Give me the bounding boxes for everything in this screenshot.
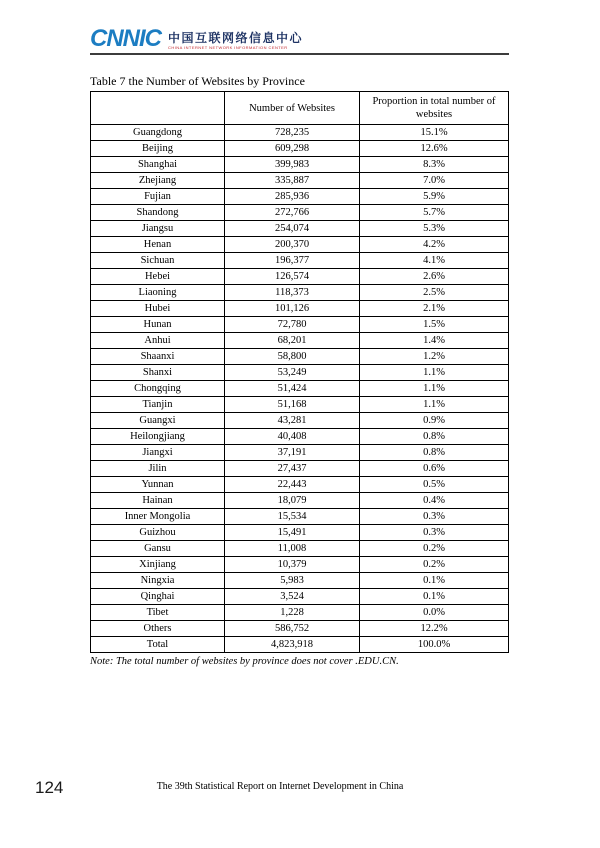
- websites-count-cell: 37,191: [225, 445, 360, 461]
- table-row: [91, 589, 509, 605]
- table-row: [91, 445, 509, 461]
- province-cell: Hubei: [91, 301, 225, 317]
- table-row: [91, 125, 509, 141]
- province-cell: Shaanxi: [91, 349, 225, 365]
- province-cell: Jiangxi: [91, 445, 225, 461]
- province-cell: Jiangsu: [91, 221, 225, 237]
- province-cell: Xinjiang: [91, 557, 225, 573]
- proportion-cell: 2.1%: [360, 301, 509, 317]
- websites-count-cell: 4,823,918: [225, 637, 360, 653]
- proportion-cell: 15.1%: [360, 125, 509, 141]
- table-row: [91, 221, 509, 237]
- proportion-cell: 2.5%: [360, 285, 509, 301]
- cnnic-logo-names: [168, 29, 303, 50]
- proportion-cell: 7.0%: [360, 173, 509, 189]
- cnnic-chinese-name: 中国互联网络信息中心: [168, 31, 304, 45]
- province-cell: Gansu: [91, 541, 225, 557]
- province-cell: Guangdong: [91, 125, 225, 141]
- table-note: Note: The total number of websites by province does not cover .EDU.CN.: [90, 656, 399, 667]
- proportion-column-header: Proportion in total number of websites: [360, 92, 509, 125]
- table-row: [91, 333, 509, 349]
- websites-count-cell: 1,228: [225, 605, 360, 621]
- province-cell: Heilongjiang: [91, 429, 225, 445]
- proportion-cell: 1.1%: [360, 397, 509, 413]
- table-row: [91, 365, 509, 381]
- table-body: [91, 125, 509, 653]
- province-cell: Zhejiang: [91, 173, 225, 189]
- proportion-cell: 0.8%: [360, 445, 509, 461]
- province-cell: Hainan: [91, 493, 225, 509]
- province-cell: Yunnan: [91, 477, 225, 493]
- proportion-cell: 0.0%: [360, 605, 509, 621]
- province-cell: Shanghai: [91, 157, 225, 173]
- province-cell: Shandong: [91, 205, 225, 221]
- websites-count-cell: 43,281: [225, 413, 360, 429]
- websites-count-cell: 335,887: [225, 173, 360, 189]
- proportion-cell: 1.2%: [360, 349, 509, 365]
- table-row: [91, 253, 509, 269]
- proportion-cell: 0.9%: [360, 413, 509, 429]
- websites-count-cell: 196,377: [225, 253, 360, 269]
- province-cell: Inner Mongolia: [91, 509, 225, 525]
- proportion-cell: 12.6%: [360, 141, 509, 157]
- table-row: [91, 157, 509, 173]
- province-cell: Guizhou: [91, 525, 225, 541]
- websites-count-cell: 200,370: [225, 237, 360, 253]
- province-cell: Jilin: [91, 461, 225, 477]
- province-cell: Chongqing: [91, 381, 225, 397]
- proportion-cell: 1.5%: [360, 317, 509, 333]
- table-row: [91, 525, 509, 541]
- websites-count-cell: 609,298: [225, 141, 360, 157]
- cnnic-logo-wordmark: CNNIC: [90, 25, 161, 52]
- websites-count-cell: 51,168: [225, 397, 360, 413]
- footer-report-title: The 39th Statistical Report on Internet Development in China: [156, 781, 404, 792]
- table-row: [91, 461, 509, 477]
- websites-count-cell: 5,983: [225, 573, 360, 589]
- province-cell: Guangxi: [91, 413, 225, 429]
- province-cell: Sichuan: [91, 253, 225, 269]
- proportion-cell: 1.1%: [360, 365, 509, 381]
- websites-count-cell: 586,752: [225, 621, 360, 637]
- province-cell: Qinghai: [91, 589, 225, 605]
- websites-count-cell: 285,936: [225, 189, 360, 205]
- websites-count-cell: 126,574: [225, 269, 360, 285]
- table-row: [91, 605, 509, 621]
- province-cell: Fujian: [91, 189, 225, 205]
- province-cell: Ningxia: [91, 573, 225, 589]
- table-row: [91, 413, 509, 429]
- table-row: [91, 637, 509, 653]
- cnnic-logo: [90, 25, 509, 52]
- websites-count-cell: 15,491: [225, 525, 360, 541]
- websites-count-cell: 58,800: [225, 349, 360, 365]
- table-row: [91, 541, 509, 557]
- province-cell: Liaoning: [91, 285, 225, 301]
- table-row: [91, 349, 509, 365]
- proportion-cell: 5.9%: [360, 189, 509, 205]
- table-row: [91, 509, 509, 525]
- websites-count-cell: 27,437: [225, 461, 360, 477]
- proportion-cell: 1.4%: [360, 333, 509, 349]
- table-row: [91, 557, 509, 573]
- table-row: [91, 285, 509, 301]
- province-cell: Anhui: [91, 333, 225, 349]
- proportion-cell: 0.2%: [360, 557, 509, 573]
- header-rule: [90, 53, 509, 55]
- page-number: 124: [35, 778, 64, 797]
- proportion-cell: 0.5%: [360, 477, 509, 493]
- websites-by-province-table: [90, 91, 509, 653]
- proportion-cell: 0.4%: [360, 493, 509, 509]
- table-row: [91, 429, 509, 445]
- province-cell: Beijing: [91, 141, 225, 157]
- table-row: [91, 141, 509, 157]
- proportion-cell: 12.2%: [360, 621, 509, 637]
- websites-count-cell: 101,126: [225, 301, 360, 317]
- websites-count-cell: 15,534: [225, 509, 360, 525]
- proportion-cell: 0.1%: [360, 573, 509, 589]
- websites-count-cell: 10,379: [225, 557, 360, 573]
- proportion-cell: 4.1%: [360, 253, 509, 269]
- websites-count-cell: 3,524: [225, 589, 360, 605]
- proportion-cell: 0.1%: [360, 589, 509, 605]
- proportion-cell: 5.3%: [360, 221, 509, 237]
- proportion-cell: 0.3%: [360, 509, 509, 525]
- table-row: [91, 173, 509, 189]
- proportion-cell: 100.0%: [360, 637, 509, 653]
- table-header-row: [91, 92, 509, 125]
- table-row: [91, 269, 509, 285]
- province-cell: Tibet: [91, 605, 225, 621]
- table-header: [91, 92, 509, 125]
- table-row: [91, 205, 509, 221]
- province-cell: Henan: [91, 237, 225, 253]
- websites-count-cell: 22,443: [225, 477, 360, 493]
- websites-column-header: Number of Websites: [225, 92, 360, 125]
- province-column-header: [91, 92, 225, 125]
- table-title: Table 7 the Number of Websites by Province: [90, 74, 305, 88]
- websites-count-cell: 18,079: [225, 493, 360, 509]
- websites-count-cell: 53,249: [225, 365, 360, 381]
- proportion-cell: 0.8%: [360, 429, 509, 445]
- websites-count-cell: 11,008: [225, 541, 360, 557]
- table-row: [91, 189, 509, 205]
- province-cell: Hunan: [91, 317, 225, 333]
- page-footer: [0, 778, 600, 797]
- page-header: [90, 25, 509, 55]
- websites-count-cell: 118,373: [225, 285, 360, 301]
- table-row: [91, 317, 509, 333]
- proportion-cell: 0.2%: [360, 541, 509, 557]
- table-row: [91, 301, 509, 317]
- table-row: [91, 477, 509, 493]
- websites-count-cell: 272,766: [225, 205, 360, 221]
- cnnic-english-name: CHINA INTERNET NETWORK INFORMATION CENTER: [168, 45, 288, 50]
- table-row: [91, 397, 509, 413]
- websites-count-cell: 51,424: [225, 381, 360, 397]
- proportion-cell: 0.6%: [360, 461, 509, 477]
- websites-count-cell: 254,074: [225, 221, 360, 237]
- websites-count-cell: 728,235: [225, 125, 360, 141]
- table-row: [91, 573, 509, 589]
- province-cell: Total: [91, 637, 225, 653]
- proportion-cell: 1.1%: [360, 381, 509, 397]
- websites-count-cell: 40,408: [225, 429, 360, 445]
- province-cell: Hebei: [91, 269, 225, 285]
- proportion-cell: 4.2%: [360, 237, 509, 253]
- table-row: [91, 621, 509, 637]
- proportion-cell: 8.3%: [360, 157, 509, 173]
- proportion-cell: 2.6%: [360, 269, 509, 285]
- table-row: [91, 237, 509, 253]
- table-row: [91, 493, 509, 509]
- proportion-cell: 0.3%: [360, 525, 509, 541]
- province-cell: Others: [91, 621, 225, 637]
- table-row: [91, 381, 509, 397]
- proportion-cell: 5.7%: [360, 205, 509, 221]
- table-section: [90, 74, 509, 669]
- province-cell: Shanxi: [91, 365, 225, 381]
- websites-count-cell: 68,201: [225, 333, 360, 349]
- websites-count-cell: 399,983: [225, 157, 360, 173]
- websites-count-cell: 72,780: [225, 317, 360, 333]
- province-cell: Tianjin: [91, 397, 225, 413]
